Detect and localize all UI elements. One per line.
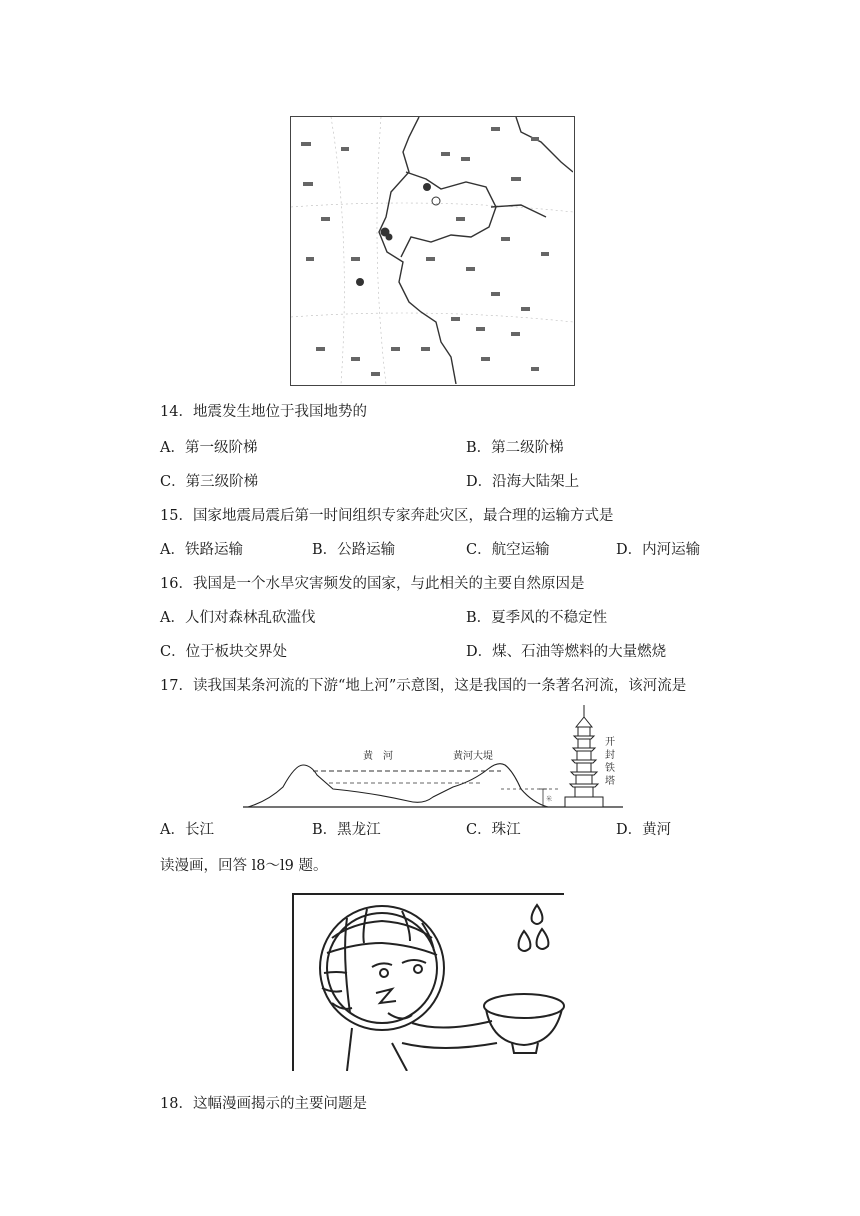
option-d: D．煤、石油等燃料的大量燃烧 [466, 644, 667, 660]
option-d: D．黄河 [616, 822, 672, 838]
question-stem: 我国是一个水旱灾害频发的国家，与此相关的主要自然原因是 [192, 576, 585, 592]
question-17 [160, 676, 686, 696]
question-16 [160, 574, 584, 594]
option-b: B．公路运输 [312, 542, 396, 558]
option-d: D．内河运输 [616, 542, 701, 558]
question-stem: 国家地震局震后第一时间组织专家奔赴灾区，最合理的运输方式是 [192, 508, 614, 524]
question-14 [160, 402, 367, 422]
option-b: B．黑龙江 [312, 822, 381, 838]
option-c: C．珠江 [466, 822, 521, 838]
question-15 [160, 506, 613, 526]
height-mark: 米 [546, 796, 553, 803]
svg-text:铁: 铁 [605, 763, 615, 774]
question-number: 18． [160, 1096, 193, 1112]
question-stem: 读我国某条河流的下游“地上河”示意图，这是我国的一条著名河流，该河流是 [192, 678, 687, 694]
option-a: A．第一级阶梯 [160, 440, 258, 456]
river-label: 黄 河 [363, 751, 393, 762]
question-stem: 地震发生地位于我国地势的 [192, 404, 367, 420]
cartoon-intro: 读漫画，回答 l8～l9 题。 [160, 858, 328, 874]
earthquake-region-map-icon [291, 117, 573, 384]
option-c: C．航空运输 [466, 542, 550, 558]
svg-text:塔: 塔 [605, 776, 615, 787]
option-a: A．铁路运输 [160, 542, 243, 558]
option-d: D．沿海大陆架上 [466, 474, 580, 490]
dike-label: 黄河大堤 [453, 751, 493, 762]
option-c: C．第三级阶梯 [160, 474, 259, 490]
question-number: 15． [160, 508, 193, 524]
option-b: B．夏季风的不稳定性 [466, 610, 608, 626]
tower-label [605, 736, 615, 787]
earthquake-map [290, 116, 575, 386]
svg-text:封: 封 [605, 750, 615, 761]
water-scarcity-cartoon-icon [292, 893, 565, 1071]
option-a: A．人们对森林乱砍滥伐 [160, 610, 316, 626]
pagoda-icon [565, 705, 603, 807]
question-number: 14． [160, 404, 193, 420]
option-b: B．第二级阶梯 [466, 440, 564, 456]
question-stem: 这幅漫画揭示的主要问题是 [192, 1096, 367, 1112]
above-ground-river-diagram [243, 703, 623, 813]
option-c: C．位于板块交界处 [160, 644, 288, 660]
svg-text:开: 开 [605, 737, 615, 748]
question-18 [160, 1094, 367, 1114]
option-a: A．长江 [160, 822, 214, 838]
question-number: 17． [160, 678, 193, 694]
question-number: 16． [160, 576, 193, 592]
